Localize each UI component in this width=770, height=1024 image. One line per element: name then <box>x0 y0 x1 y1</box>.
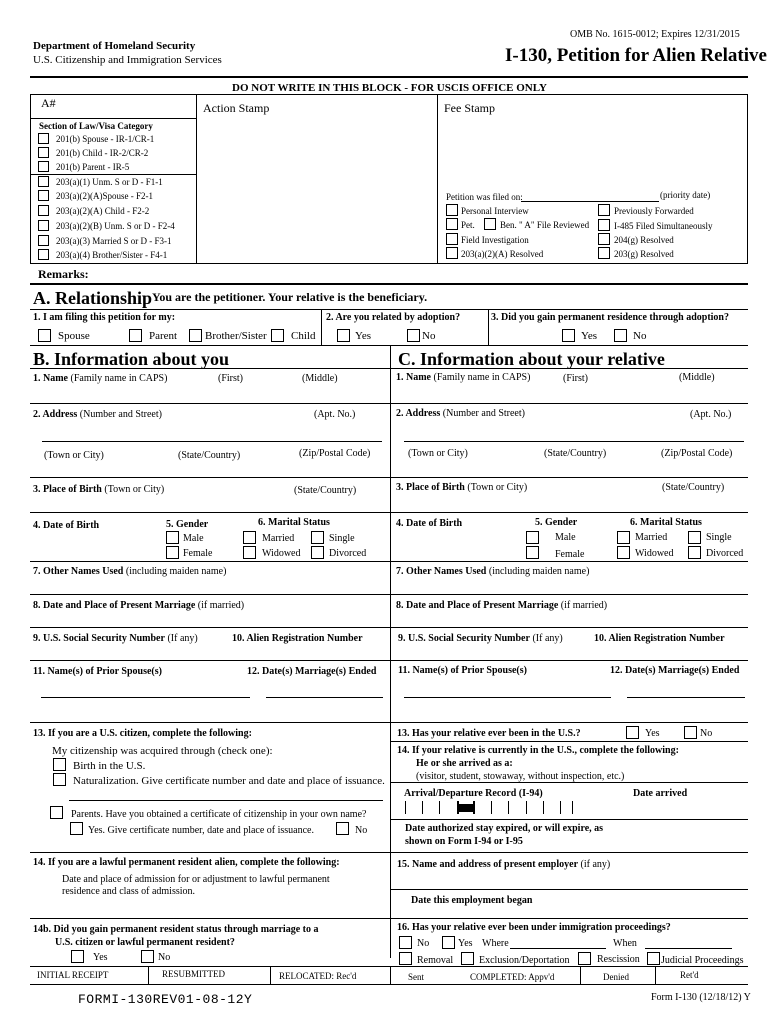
c-rule <box>390 722 748 723</box>
section-a-divider-1 <box>321 309 322 345</box>
footer-divider <box>580 966 581 984</box>
child-label: Child <box>291 330 316 342</box>
b-marriages-ended-label: 12. Date(s) Marriage(s) Ended <box>247 666 377 677</box>
exclusion-checkbox[interactable] <box>461 952 474 965</box>
footer-rule <box>30 966 748 967</box>
c-married-label: Married <box>635 532 668 543</box>
c-rule <box>390 782 748 783</box>
c-rule <box>390 561 748 562</box>
c-when-line[interactable] <box>645 948 732 949</box>
office-divider-1 <box>196 94 197 264</box>
category-checkbox[interactable] <box>38 249 49 260</box>
resolved-204g-label: 204(g) Resolved <box>614 235 674 245</box>
birth-us-checkbox[interactable] <box>53 758 66 771</box>
b-single-label: Single <box>329 533 355 544</box>
b-pob-label: 3. Place of Birth (Town or City) <box>33 484 165 495</box>
resolved-2a-checkbox[interactable] <box>446 247 458 259</box>
b-rule <box>30 477 390 478</box>
category-label: 203(a)(1) Unm. S or D - F1-1 <box>56 177 163 187</box>
field-investigation-checkbox[interactable] <box>446 233 458 245</box>
b-q14-text1: Date and place of admission for or adjustment to lawful permanent <box>62 874 330 885</box>
child-checkbox[interactable] <box>271 329 284 342</box>
c-single-label: Single <box>706 532 732 543</box>
category-checkbox[interactable] <box>38 235 49 246</box>
c-q16-no-label: No <box>417 938 430 949</box>
c-where-label: Where <box>482 938 509 949</box>
b-single-checkbox[interactable] <box>311 531 324 544</box>
c-rule <box>390 889 748 890</box>
b-middle-label: (Middle) <box>302 373 338 384</box>
b-married-checkbox[interactable] <box>243 531 256 544</box>
b-rule <box>30 594 390 595</box>
residence-adoption-yes-label: Yes <box>581 330 598 342</box>
c-rule <box>390 918 748 919</box>
category-checkbox[interactable] <box>38 176 49 187</box>
c-q16-yes-label: Yes <box>458 938 473 949</box>
c-female-checkbox[interactable] <box>526 546 539 559</box>
c-first-label: (First) <box>563 373 588 384</box>
b-town-label: (Town or City) <box>44 450 104 461</box>
c-widowed-label: Widowed <box>635 548 674 559</box>
c-rule <box>390 403 748 404</box>
brother-sister-label: Brother/Sister <box>205 330 267 342</box>
b-rule <box>30 368 390 369</box>
previously-forwarded-checkbox[interactable] <box>598 204 610 216</box>
b-marriage-label: 8. Date and Place of Present Marriage (if married) <box>33 600 245 611</box>
residence-adoption-no-label: No <box>633 330 647 342</box>
brother-sister-checkbox[interactable] <box>189 329 202 342</box>
c-marriage-ended-line[interactable] <box>627 697 745 698</box>
remarks-label: Remarks: <box>38 267 89 281</box>
naturalization-checkbox[interactable] <box>53 773 66 786</box>
c-rule <box>390 627 748 628</box>
c-pob-label: 3. Place of Birth (Town or City) <box>396 482 528 493</box>
q3-label: 3. Did you gain permanent residence through adoption? <box>491 312 729 323</box>
q14b-no-label: No <box>158 952 171 963</box>
c-q16-label: 16. Has your relative ever been under immigration proceedings? <box>397 922 671 933</box>
barcode-text: FORMI-130REV01-08-12Y <box>78 992 253 1007</box>
resolved-2a-label: 203(a)(2)(A) Resolved <box>461 249 544 259</box>
parents-no-checkbox[interactable] <box>336 822 349 835</box>
filed-on-label: Petition was filed on: <box>446 192 523 202</box>
b-rule <box>30 852 390 853</box>
b-widowed-checkbox[interactable] <box>243 546 256 559</box>
b-married-label: Married <box>262 533 295 544</box>
q14b-no-checkbox[interactable] <box>141 950 154 963</box>
spouse-label: Spouse <box>58 330 90 342</box>
exclusion-label: Exclusion/Deportation <box>479 955 570 966</box>
c-q13-no-label: No <box>700 728 713 739</box>
action-stamp-label: Action Stamp <box>203 101 270 115</box>
c-divorced-checkbox[interactable] <box>688 546 701 559</box>
category-checkbox[interactable] <box>38 190 49 201</box>
footer-divider <box>390 966 391 984</box>
q14b-yes-checkbox[interactable] <box>71 950 84 963</box>
c-expires-label: Date authorized stay expired, or will expire, as <box>405 823 604 834</box>
b-rule <box>30 918 390 919</box>
c-q16-yes-checkbox[interactable] <box>442 936 455 949</box>
a-number-label: A# <box>41 96 56 110</box>
fee-stamp-label: Fee Stamp <box>444 101 495 115</box>
section-of-law-label: Section of Law/Visa Category <box>39 121 153 131</box>
q14b-yes-label: Yes <box>93 952 108 963</box>
b-q13-acquired: My citizenship was acquired through (check one): <box>52 745 273 757</box>
b-naturalization-line[interactable] <box>69 800 383 801</box>
rescission-label: Rescission <box>597 954 640 965</box>
previously-forwarded-label: Previously Forwarded <box>614 206 694 216</box>
ben-file-label: Ben. " A" File Reviewed <box>500 220 590 230</box>
form-title: I-130, Petition for Alien Relative <box>505 45 767 66</box>
section-a-subtitle: You are the petitioner. Your relative is the beneficiary. <box>152 290 428 304</box>
pet-label: Pet. <box>461 220 475 230</box>
b-address-line[interactable] <box>42 441 382 442</box>
c-rule <box>390 594 748 595</box>
c-gender-label: 5. Gender <box>535 517 578 528</box>
c-rule <box>390 741 748 742</box>
c-address-label: 2. Address (Number and Street) <box>396 408 525 419</box>
agency-name: U.S. Citizenship and Immigration Services <box>33 54 222 66</box>
c-single-checkbox[interactable] <box>688 531 701 544</box>
b-rule <box>30 660 390 661</box>
adoption-yes-checkbox[interactable] <box>337 329 350 342</box>
removal-label: Removal <box>417 955 454 966</box>
residence-adoption-no-checkbox[interactable] <box>614 329 627 342</box>
c-rule <box>390 660 748 661</box>
b-zip-label: (Zip/Postal Code) <box>299 448 371 459</box>
c-marriage-label: 8. Date and Place of Present Marriage (if married) <box>396 600 608 611</box>
c-zip-label: (Zip/Postal Code) <box>661 448 733 459</box>
header-rule <box>30 76 748 78</box>
personal-interview-label: Personal Interview <box>461 206 529 216</box>
c-widowed-checkbox[interactable] <box>617 546 630 559</box>
c-male-checkbox[interactable] <box>526 531 539 544</box>
b-rule <box>30 512 390 513</box>
c-male-label: Male <box>555 532 576 543</box>
b-dob-label: 4. Date of Birth <box>33 520 100 531</box>
pet-checkbox[interactable] <box>446 218 458 230</box>
footer-divider <box>655 966 656 984</box>
c-marriages-ended-label: 12. Date(s) Marriage(s) Ended <box>610 665 740 676</box>
category-checkbox[interactable] <box>38 220 49 231</box>
spouse-checkbox[interactable] <box>38 329 51 342</box>
adoption-yes-label: Yes <box>355 330 372 342</box>
b-divorced-checkbox[interactable] <box>311 546 324 559</box>
b-prior-spouses-label: 11. Name(s) of Prior Spouse(s) <box>33 666 162 677</box>
b-widowed-label: Widowed <box>262 548 301 559</box>
office-divider-2 <box>437 94 438 264</box>
section-a-bottom-rule <box>30 345 748 346</box>
q2-label: 2. Are you related by adoption? <box>326 312 461 323</box>
b-marital-label: 6. Marital Status <box>258 517 330 528</box>
category-label: 203(a)(2)(A)Spouse - F2-1 <box>56 191 153 201</box>
b-male-label: Male <box>183 533 204 544</box>
parents-checkbox[interactable] <box>50 806 63 819</box>
q1-label: 1. I am filing this petition for my: <box>33 312 176 323</box>
c-prior-spouse-line[interactable] <box>404 697 611 698</box>
resubmitted-label: RESUBMITTED <box>162 969 225 979</box>
birth-us-label: Birth in the U.S. <box>73 760 146 772</box>
category-checkbox[interactable] <box>38 161 49 172</box>
b-female-label: Female <box>183 548 213 559</box>
b-prior-spouse-line[interactable] <box>41 697 250 698</box>
department-name: Department of Homeland Security <box>33 40 196 52</box>
i485-label: I-485 Filed Simultaneously <box>614 221 713 231</box>
c-prior-spouses-label: 11. Name(s) of Prior Spouse(s) <box>398 665 527 676</box>
b-alien-reg-label: 10. Alien Registration Number <box>232 633 363 644</box>
c-state-label: (State/Country) <box>544 448 607 459</box>
i485-checkbox[interactable] <box>598 219 610 231</box>
retd-label: Ret'd <box>680 970 699 980</box>
b-other-names-label: 7. Other Names Used (including maiden name) <box>33 566 227 577</box>
b-q14-text2: residence and class of admission. <box>62 886 196 897</box>
completed-label: COMPLETED: Appv'd <box>470 972 555 982</box>
c-expires-label-2: shown on Form I-94 or I-95 <box>405 836 523 847</box>
section-a-title: A. Relationship <box>33 288 153 308</box>
c-divorced-label: Divorced <box>706 548 744 559</box>
adoption-no-label: No <box>422 330 436 342</box>
c-middle-label: (Middle) <box>679 372 715 383</box>
b-pob-state-label: (State/Country) <box>294 485 357 496</box>
c-q14-arrived: He or she arrived as a: <box>416 758 513 769</box>
personal-interview-checkbox[interactable] <box>446 204 458 216</box>
c-q13-yes-checkbox[interactable] <box>626 726 639 739</box>
c-town-label: (Town or City) <box>408 448 468 459</box>
parent-checkbox[interactable] <box>129 329 142 342</box>
c-female-label: Female <box>555 549 585 560</box>
ben-file-checkbox[interactable] <box>484 218 496 230</box>
c-q14-label: 14. If your relative is currently in the U.S., complete the following: <box>397 745 679 756</box>
residence-adoption-yes-checkbox[interactable] <box>562 329 575 342</box>
parents-yes-checkbox[interactable] <box>70 822 83 835</box>
b-apt-label: (Apt. No.) <box>314 409 356 420</box>
c-i94-label: Arrival/Departure Record (I-94) <box>404 788 543 799</box>
office-banner: DO NOT WRITE IN THIS BLOCK - FOR USCIS OFFICE ONLY <box>232 82 547 94</box>
b-q14b-label-2: U.S. citizen or lawful permanent resident? <box>55 937 235 948</box>
section-a-rule <box>30 309 748 310</box>
section-a-divider-2 <box>488 309 489 345</box>
priority-date-label: (priority date) <box>660 190 711 200</box>
category-label: 203(a)(2)(A) Child - F2-2 <box>56 206 150 216</box>
c-q16-no-checkbox[interactable] <box>399 936 412 949</box>
parents-no-label: No <box>355 825 368 836</box>
naturalization-label: Naturalization. Give certificate number and date and place of issuance. <box>73 775 385 787</box>
c-rule <box>390 819 748 820</box>
b-rule <box>30 403 390 404</box>
b-q13-label: 13. If you are a U.S. citizen, complete the following: <box>33 728 252 739</box>
initial-receipt-label: INITIAL RECEIPT <box>37 970 109 980</box>
footer-rule-2 <box>30 984 748 985</box>
c-q14-hint: (visitor, student, stowaway, without inspection, etc.) <box>416 771 625 782</box>
c-alien-reg-label: 10. Alien Registration Number <box>594 633 725 644</box>
b-male-checkbox[interactable] <box>166 531 179 544</box>
parents-label: Parents. Have you obtained a certificate of citizenship in your own name? <box>71 809 367 820</box>
b-female-checkbox[interactable] <box>166 546 179 559</box>
c-other-names-label: 7. Other Names Used (including maiden name) <box>396 566 590 577</box>
b-gender-label: 5. Gender <box>166 519 209 530</box>
c-rule <box>390 852 748 853</box>
b-q14-label: 14. If you are a lawful permanent resident alien, complete the following: <box>33 857 340 868</box>
c-when-label: When <box>613 938 637 949</box>
c-date-arrived-label: Date arrived <box>633 788 688 799</box>
category-label: 201(b) Child - IR-2/CR-2 <box>56 148 149 158</box>
judicial-label: Judicial Proceedings <box>661 955 744 966</box>
c-employment-label: Date this employment began <box>411 895 533 906</box>
c-pob-state-label: (State/Country) <box>662 482 725 493</box>
b-first-label: (First) <box>218 373 243 384</box>
b-address-label: 2. Address (Number and Street) <box>33 409 162 420</box>
c-rule <box>390 368 748 369</box>
i94-digit-boxes[interactable] <box>405 801 573 814</box>
c-rule <box>390 512 748 513</box>
c-rule <box>390 477 748 478</box>
c-dob-label: 4. Date of Birth <box>396 518 463 529</box>
remarks-rule <box>30 283 748 285</box>
denied-label: Denied <box>603 972 629 982</box>
rescission-checkbox[interactable] <box>578 952 591 965</box>
category-checkbox[interactable] <box>38 147 49 158</box>
b-rule <box>30 561 390 562</box>
section-b-title: B. Information about you <box>33 349 230 369</box>
category-label: 201(b) Parent - IR-5 <box>56 162 130 172</box>
b-marriage-ended-line[interactable] <box>266 697 383 698</box>
b-name-label: 1. Name (Family name in CAPS) <box>33 373 168 384</box>
category-label: 201(b) Spouse - IR-1/CR-1 <box>56 134 155 144</box>
omb-number: OMB No. 1615-0012; Expires 12/31/2015 <box>570 29 740 40</box>
b-rule <box>30 627 390 628</box>
c-address-line[interactable] <box>404 441 744 442</box>
category-checkbox[interactable] <box>38 133 49 144</box>
removal-checkbox[interactable] <box>399 952 412 965</box>
category-label: 203(a)(3) Married S or D - F3-1 <box>56 236 172 246</box>
resolved-203g-checkbox[interactable] <box>598 247 610 259</box>
c-q13-yes-label: Yes <box>645 728 660 739</box>
c-q13-label: 13. Has your relative ever been in the U.S.? <box>397 728 581 739</box>
c-ssn-label: 9. U.S. Social Security Number (If any) <box>398 633 563 644</box>
filed-on-line[interactable] <box>521 201 659 202</box>
b-divorced-label: Divorced <box>329 548 367 559</box>
category-label: 203(a)(2)(B) Unm. S or D - F2-4 <box>56 221 175 231</box>
judicial-checkbox[interactable] <box>647 952 660 965</box>
c-married-checkbox[interactable] <box>617 531 630 544</box>
c-marital-label: 6. Marital Status <box>630 517 702 528</box>
parents-yes-label: Yes. Give certificate number, date and place of issuance. <box>88 825 314 836</box>
parent-label: Parent <box>149 330 178 342</box>
footer-divider <box>148 966 149 984</box>
b-state-label: (State/Country) <box>178 450 241 461</box>
category-label: 203(a)(4) Brother/Sister - F4-1 <box>56 250 168 260</box>
b-q14b-label: 14b. Did you gain permanent resident status through marriage to a <box>33 924 319 935</box>
relocated-label: RELOCATED: Rec'd <box>279 971 357 981</box>
resolved-204g-checkbox[interactable] <box>598 233 610 245</box>
resolved-203g-label: 203(g) Resolved <box>614 249 674 259</box>
form-number: Form I-130 (12/18/12) Y <box>651 992 751 1003</box>
center-divider <box>390 345 391 958</box>
c-name-label: 1. Name (Family name in CAPS) <box>396 372 531 383</box>
sent-label: Sent <box>408 972 425 982</box>
c-apt-label: (Apt. No.) <box>690 409 732 420</box>
section-c-title: C. Information about your relative <box>398 349 665 369</box>
footer-divider <box>270 966 271 984</box>
c-q15-label: 15. Name and address of present employer (if any) <box>397 859 611 870</box>
c-q13-no-checkbox[interactable] <box>684 726 697 739</box>
a-number-rule <box>30 118 196 119</box>
b-ssn-label: 9. U.S. Social Security Number (If any) <box>33 633 198 644</box>
category-group-rule <box>30 174 196 175</box>
b-rule <box>30 722 390 723</box>
adoption-no-checkbox[interactable] <box>407 329 420 342</box>
c-where-line[interactable] <box>510 948 606 949</box>
field-investigation-label: Field Investigation <box>461 235 529 245</box>
category-checkbox[interactable] <box>38 205 49 216</box>
